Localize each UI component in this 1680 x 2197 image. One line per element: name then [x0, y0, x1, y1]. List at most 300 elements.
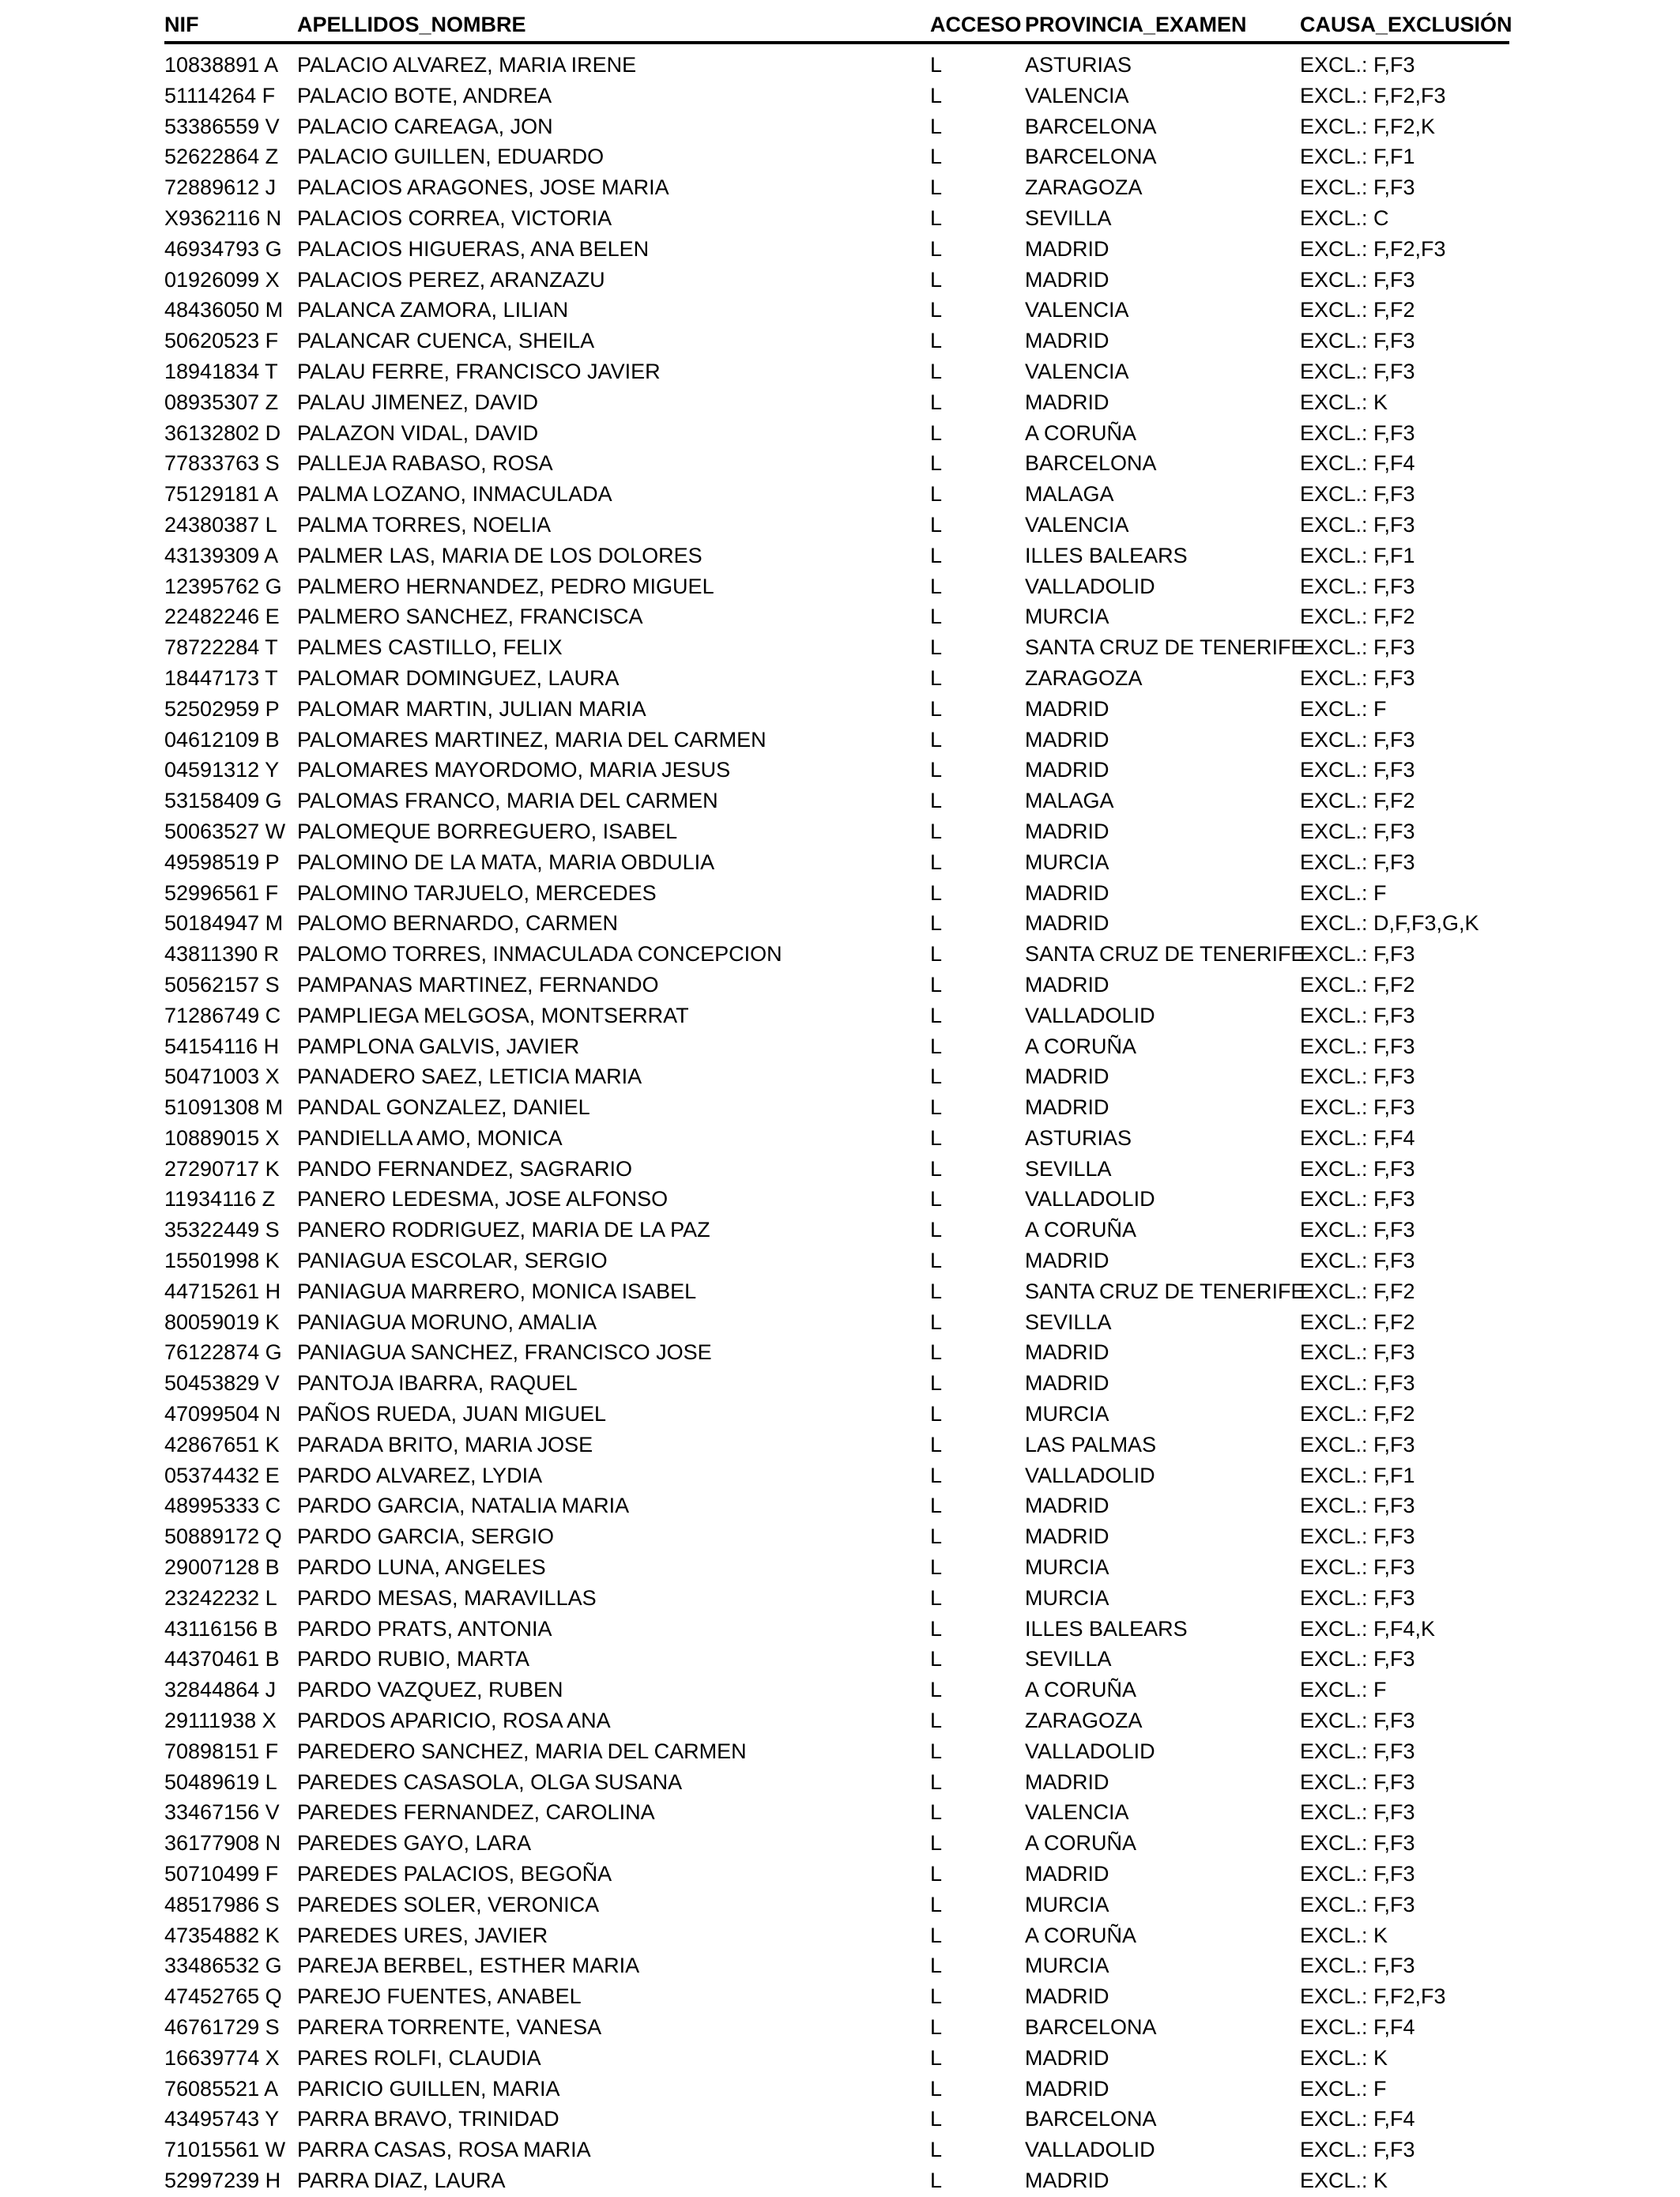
cell-acceso: L: [930, 880, 943, 905]
cell-acceso: L: [930, 390, 943, 414]
cell-provincia: A CORUÑA: [1025, 1218, 1137, 1242]
table-row: [164, 1798, 1509, 1829]
cell-acceso: L: [930, 114, 943, 138]
cell-acceso: L: [930, 236, 943, 261]
cell-provincia: VALENCIA: [1025, 1800, 1129, 1825]
cell-nif: 11934116 Z: [164, 1187, 276, 1212]
cell-name: PAMPLONA GALVIS, JAVIER: [297, 1034, 580, 1058]
cell-causa: EXCL.: F: [1300, 696, 1387, 721]
cell-provincia: VALLADOLID: [1025, 1463, 1155, 1487]
cell-acceso: L: [930, 267, 943, 292]
cell-nif: 24380387 L: [164, 512, 277, 537]
cell-acceso: L: [930, 1739, 943, 1763]
table-row: [164, 1951, 1509, 1982]
cell-causa: EXCL.: F,F2: [1300, 1279, 1415, 1303]
cell-nif: 44715261 H: [164, 1279, 281, 1303]
cell-provincia: VALENCIA: [1025, 512, 1129, 537]
cell-name: PALOMAR DOMINGUEZ, LAURA: [297, 665, 620, 690]
cell-name: PAREDES FERNANDEZ, CAROLINA: [297, 1800, 655, 1825]
cell-causa: EXCL.: D,F,F3,G,K: [1300, 911, 1479, 936]
cell-acceso: L: [930, 1494, 943, 1518]
cell-nif: 36177908 N: [164, 1831, 281, 1856]
cell-name: PALACIO GUILLEN, EDUARDO: [297, 145, 605, 169]
table-row: [164, 572, 1509, 603]
cell-acceso: L: [930, 727, 943, 752]
cell-name: PARDO PRATS, ANTONIA: [297, 1616, 552, 1641]
cell-acceso: L: [930, 2076, 943, 2101]
table-row: [164, 1860, 1509, 1890]
cell-nif: X9362116 N: [164, 205, 282, 230]
cell-nif: 33486532 G: [164, 1954, 282, 1978]
cell-acceso: L: [930, 1432, 943, 1457]
cell-nif: 36132802 D: [164, 420, 281, 445]
cell-nif: 48995333 C: [164, 1494, 281, 1518]
cell-provincia: ZARAGOZA: [1025, 665, 1143, 690]
cell-nif: 50063527 W: [164, 819, 286, 843]
cell-causa: EXCL.: F,F3: [1300, 1709, 1415, 1733]
cell-nif: 15501998 K: [164, 1249, 280, 1273]
cell-provincia: MADRID: [1025, 236, 1109, 261]
cell-name: PALAZON VIDAL, DAVID: [297, 420, 539, 445]
table-row: [164, 1338, 1509, 1369]
cell-name: PAREJA BERBEL, ESTHER MARIA: [297, 1954, 640, 1978]
cell-name: PALOMEQUE BORREGUERO, ISABEL: [297, 819, 678, 843]
cell-name: PAREDES URES, JAVIER: [297, 1923, 548, 1947]
cell-acceso: L: [930, 605, 943, 629]
cell-provincia: MADRID: [1025, 329, 1109, 353]
cell-provincia: A CORUÑA: [1025, 1678, 1137, 1702]
cell-acceso: L: [930, 574, 943, 598]
table-row: [164, 1737, 1509, 1768]
table-row: [164, 204, 1509, 235]
cell-provincia: MADRID: [1025, 758, 1109, 782]
cell-acceso: L: [930, 1923, 943, 1947]
table-row: [164, 2075, 1509, 2105]
cell-causa: EXCL.: F,F3: [1300, 1065, 1415, 1089]
cell-name: PALACIOS ARAGONES, JOSE MARIA: [297, 175, 669, 200]
table-row: [164, 1675, 1509, 1706]
cell-nif: 52502959 P: [164, 696, 280, 721]
table-row: [164, 1215, 1509, 1246]
cell-nif: 50471003 X: [164, 1065, 280, 1089]
cell-acceso: L: [930, 972, 943, 997]
cell-nif: 48436050 M: [164, 298, 284, 322]
cell-causa: EXCL.: F,F4: [1300, 2107, 1415, 2131]
cell-causa: EXCL.: F,F3: [1300, 1371, 1415, 1396]
cell-nif: 78722284 T: [164, 635, 278, 660]
cell-name: PAREJO FUENTES, ANABEL: [297, 1984, 582, 2009]
cell-nif: 51114264 F: [164, 83, 276, 107]
table-row: [164, 2166, 1509, 2197]
table-row: [164, 1277, 1509, 1308]
cell-causa: EXCL.: F,F3: [1300, 1524, 1415, 1549]
cell-causa: EXCL.: F,F3: [1300, 267, 1415, 292]
table-row: [164, 1461, 1509, 1492]
cell-provincia: MADRID: [1025, 1249, 1109, 1273]
table-row: [164, 326, 1509, 357]
cell-acceso: L: [930, 1555, 943, 1580]
cell-acceso: L: [930, 83, 943, 107]
cell-provincia: VALLADOLID: [1025, 574, 1155, 598]
cell-name: PALOMINO TARJUELO, MERCEDES: [297, 880, 657, 905]
cell-name: PALACIO BOTE, ANDREA: [297, 83, 552, 107]
cell-name: PAREDERO SANCHEZ, MARIA DEL CARMEN: [297, 1739, 747, 1763]
cell-nif: 75129181 A: [164, 482, 279, 507]
cell-name: PANIAGUA SANCHEZ, FRANCISCO JOSE: [297, 1340, 712, 1365]
cell-nif: 76085521 A: [164, 2076, 279, 2101]
table-row: [164, 1155, 1509, 1185]
table-row: [164, 1001, 1509, 1032]
cell-nif: 47099504 N: [164, 1402, 281, 1426]
cell-nif: 51091308 M: [164, 1095, 284, 1120]
header-name: APELLIDOS_NOMBRE: [297, 13, 526, 36]
cell-causa: EXCL.: F,F3: [1300, 53, 1415, 77]
header-causa: CAUSA_EXCLUSIÓN: [1300, 13, 1512, 36]
cell-acceso: L: [930, 1862, 943, 1886]
cell-provincia: BARCELONA: [1025, 2015, 1157, 2039]
cell-name: PALOMO TORRES, INMACULADA CONCEPCION: [297, 942, 782, 967]
cell-causa: EXCL.: F,F1: [1300, 1463, 1415, 1487]
cell-acceso: L: [930, 1402, 943, 1426]
table-row: [164, 633, 1509, 664]
cell-acceso: L: [930, 543, 943, 567]
table-row: [164, 786, 1509, 817]
cell-causa: EXCL.: F,F3: [1300, 850, 1415, 874]
cell-name: PALMES CASTILLO, FELIX: [297, 635, 563, 660]
cell-acceso: L: [930, 1709, 943, 1733]
cell-provincia: SEVILLA: [1025, 1156, 1112, 1181]
table-row: [164, 695, 1509, 725]
cell-name: PANDO FERNANDEZ, SAGRARIO: [297, 1156, 633, 1181]
cell-nif: 77833763 S: [164, 451, 280, 476]
cell-provincia: MADRID: [1025, 1769, 1109, 1794]
cell-nif: 18447173 T: [164, 665, 278, 690]
cell-causa: EXCL.: F,F3: [1300, 1769, 1415, 1794]
cell-name: PARDOS APARICIO, ROSA ANA: [297, 1709, 611, 1733]
cell-causa: EXCL.: F,F3: [1300, 665, 1415, 690]
cell-acceso: L: [930, 298, 943, 322]
cell-name: PANERO RODRIGUEZ, MARIA DE LA PAZ: [297, 1218, 710, 1242]
cell-provincia: BARCELONA: [1025, 114, 1157, 138]
table-row: [164, 1921, 1509, 1952]
cell-provincia: A CORUÑA: [1025, 1831, 1137, 1856]
cell-acceso: L: [930, 911, 943, 936]
cell-acceso: L: [930, 1340, 943, 1365]
cell-name: PARDO VAZQUEZ, RUBEN: [297, 1678, 563, 1702]
cell-provincia: MADRID: [1025, 880, 1109, 905]
cell-causa: EXCL.: K: [1300, 2168, 1388, 2192]
cell-name: PALOMO BERNARDO, CARMEN: [297, 911, 619, 936]
cell-acceso: L: [930, 1187, 943, 1212]
cell-causa: EXCL.: F,F2,F3: [1300, 83, 1446, 107]
cell-causa: EXCL.: F: [1300, 2076, 1387, 2101]
cell-provincia: MADRID: [1025, 1340, 1109, 1365]
cell-nif: 80059019 K: [164, 1310, 280, 1334]
cell-provincia: VALENCIA: [1025, 298, 1129, 322]
cell-causa: EXCL.: F,F3: [1300, 1647, 1415, 1671]
cell-name: PALMERO SANCHEZ, FRANCISCA: [297, 605, 643, 629]
cell-acceso: L: [930, 1616, 943, 1641]
cell-name: PALMA LOZANO, INMACULADA: [297, 482, 612, 507]
cell-name: PARDO LUNA, ANGELES: [297, 1555, 546, 1580]
cell-causa: EXCL.: F,F3: [1300, 175, 1415, 200]
cell-acceso: L: [930, 1524, 943, 1549]
cell-nif: 01926099 X: [164, 267, 280, 292]
cell-nif: 48517986 S: [164, 1892, 280, 1916]
table-row: [164, 1124, 1509, 1155]
cell-acceso: L: [930, 1249, 943, 1273]
cell-causa: EXCL.: F,F3: [1300, 1739, 1415, 1763]
header-nif: NIF: [164, 13, 199, 36]
cell-nif: 76122874 G: [164, 1340, 282, 1365]
cell-acceso: L: [930, 2045, 943, 2070]
cell-name: PALAU JIMENEZ, DAVID: [297, 390, 539, 414]
cell-provincia: VALENCIA: [1025, 83, 1129, 107]
cell-nif: 04591312 Y: [164, 758, 280, 782]
table-row: [164, 1032, 1509, 1063]
cell-provincia: BARCELONA: [1025, 2107, 1157, 2131]
cell-name: PALMER LAS, MARIA DE LOS DOLORES: [297, 543, 703, 567]
table-row: [164, 1491, 1509, 1522]
cell-acceso: L: [930, 512, 943, 537]
table-row: [164, 1890, 1509, 1921]
cell-provincia: MADRID: [1025, 2076, 1109, 2101]
cell-acceso: L: [930, 1585, 943, 1610]
cell-provincia: A CORUÑA: [1025, 1034, 1137, 1058]
table-row: [164, 511, 1509, 541]
table-row: [164, 235, 1509, 266]
cell-causa: EXCL.: F,F3: [1300, 329, 1415, 353]
cell-name: PAREDES PALACIOS, BEGOÑA: [297, 1862, 612, 1886]
cell-nif: 50889172 Q: [164, 1524, 282, 1549]
cell-acceso: L: [930, 1034, 943, 1058]
cell-nif: 72889612 J: [164, 175, 277, 200]
header-provincia: PROVINCIA_EXAMEN: [1025, 13, 1247, 36]
cell-provincia: MADRID: [1025, 727, 1109, 752]
cell-acceso: L: [930, 789, 943, 813]
cell-causa: EXCL.: F,F3: [1300, 1892, 1415, 1916]
cell-name: PALMERO HERNANDEZ, PEDRO MIGUEL: [297, 574, 714, 598]
cell-provincia: VALLADOLID: [1025, 1003, 1155, 1027]
cell-name: PAREDES SOLER, VERONICA: [297, 1892, 600, 1916]
cell-causa: EXCL.: F,F3: [1300, 1831, 1415, 1856]
cell-nif: 43116156 B: [164, 1616, 278, 1641]
cell-causa: EXCL.: F,F3: [1300, 1954, 1415, 1978]
cell-causa: EXCL.: F,F3: [1300, 482, 1415, 507]
cell-causa: EXCL.: F: [1300, 1678, 1387, 1702]
cell-nif: 50620523 F: [164, 329, 279, 353]
cell-acceso: L: [930, 1218, 943, 1242]
cell-causa: EXCL.: K: [1300, 1923, 1388, 1947]
table-row: [164, 112, 1509, 143]
cell-causa: EXCL.: F,F3: [1300, 420, 1415, 445]
header-acceso: ACCESO: [930, 13, 1022, 36]
cell-causa: EXCL.: F,F3: [1300, 1800, 1415, 1825]
cell-acceso: L: [930, 1463, 943, 1487]
table-row: [164, 756, 1509, 786]
table-row: [164, 817, 1509, 848]
cell-nif: 50710499 F: [164, 1862, 279, 1886]
cell-provincia: SANTA CRUZ DE TENERIFE: [1025, 635, 1305, 660]
cell-causa: EXCL.: F,F4: [1300, 1125, 1415, 1150]
cell-causa: EXCL.: F,F2,F3: [1300, 236, 1446, 261]
cell-causa: EXCL.: F,F2: [1300, 972, 1415, 997]
cell-nif: 46761729 S: [164, 2015, 280, 2039]
cell-nif: 04612109 B: [164, 727, 280, 752]
cell-name: PAÑOS RUEDA, JUAN MIGUEL: [297, 1402, 607, 1426]
cell-provincia: ASTURIAS: [1025, 1125, 1132, 1150]
table-row: [164, 51, 1509, 81]
cell-nif: 47354882 K: [164, 1923, 280, 1947]
cell-acceso: L: [930, 2168, 943, 2192]
table-row: [164, 266, 1509, 296]
cell-nif: 18941834 T: [164, 359, 278, 383]
cell-causa: EXCL.: F: [1300, 880, 1387, 905]
cell-nif: 53158409 G: [164, 789, 282, 813]
table-row: [164, 1062, 1509, 1093]
cell-nif: 47452765 Q: [164, 1984, 282, 2009]
cell-name: PARRA BRAVO, TRINIDAD: [297, 2107, 559, 2131]
table-row: [164, 1400, 1509, 1430]
cell-acceso: L: [930, 2015, 943, 2039]
table-row: [164, 1645, 1509, 1675]
cell-causa: EXCL.: F,F4,K: [1300, 1616, 1436, 1641]
cell-causa: EXCL.: F,F3: [1300, 1187, 1415, 1212]
cell-causa: EXCL.: C: [1300, 205, 1389, 230]
cell-acceso: L: [930, 53, 943, 77]
table-body: [164, 51, 1509, 2197]
table-row: [164, 1246, 1509, 1277]
table-row: [164, 1982, 1509, 2013]
cell-provincia: ILLES BALEARS: [1025, 543, 1188, 567]
cell-name: PALLEJA RABASO, ROSA: [297, 451, 553, 476]
cell-acceso: L: [930, 1984, 943, 2009]
cell-provincia: MURCIA: [1025, 850, 1109, 874]
cell-provincia: ASTURIAS: [1025, 53, 1132, 77]
cell-causa: EXCL.: F,F4: [1300, 2015, 1415, 2039]
cell-provincia: MADRID: [1025, 1984, 1109, 2009]
cell-name: PALOMAS FRANCO, MARIA DEL CARMEN: [297, 789, 718, 813]
cell-provincia: MURCIA: [1025, 1892, 1109, 1916]
cell-nif: 35322449 S: [164, 1218, 280, 1242]
cell-name: PARDO MESAS, MARAVILLAS: [297, 1585, 597, 1610]
cell-provincia: MADRID: [1025, 819, 1109, 843]
cell-name: PALMA TORRES, NOELIA: [297, 512, 552, 537]
cell-provincia: MURCIA: [1025, 1555, 1109, 1580]
table-row: [164, 81, 1509, 112]
cell-nif: 42867651 K: [164, 1432, 280, 1457]
cell-nif: 50184947 M: [164, 911, 284, 936]
cell-acceso: L: [930, 635, 943, 660]
cell-acceso: L: [930, 850, 943, 874]
cell-provincia: A CORUÑA: [1025, 420, 1137, 445]
cell-name: PARES ROLFI, CLAUDIA: [297, 2045, 541, 2070]
cell-acceso: L: [930, 2107, 943, 2131]
cell-provincia: MURCIA: [1025, 1585, 1109, 1610]
cell-name: PARICIO GUILLEN, MARIA: [297, 2076, 560, 2101]
cell-causa: EXCL.: F,F1: [1300, 145, 1415, 169]
cell-acceso: L: [930, 696, 943, 721]
cell-name: PAMPANAS MARTINEZ, FERNANDO: [297, 972, 659, 997]
cell-provincia: ZARAGOZA: [1025, 175, 1143, 200]
cell-provincia: MADRID: [1025, 267, 1109, 292]
cell-name: PARDO RUBIO, MARTA: [297, 1647, 530, 1671]
cell-provincia: MURCIA: [1025, 1954, 1109, 1978]
cell-acceso: L: [930, 1647, 943, 1671]
cell-acceso: L: [930, 451, 943, 476]
cell-provincia: SEVILLA: [1025, 1310, 1112, 1334]
cell-nif: 32844864 J: [164, 1678, 277, 1702]
cell-acceso: L: [930, 819, 943, 843]
cell-name: PALACIOS PEREZ, ARANZAZU: [297, 267, 605, 292]
cell-causa: EXCL.: F,F2,K: [1300, 114, 1436, 138]
cell-causa: EXCL.: F,F3: [1300, 1034, 1415, 1058]
cell-causa: EXCL.: F,F2: [1300, 605, 1415, 629]
cell-provincia: BARCELONA: [1025, 451, 1157, 476]
cell-causa: EXCL.: F,F3: [1300, 1249, 1415, 1273]
table-row: [164, 1553, 1509, 1584]
cell-nif: 22482246 E: [164, 605, 280, 629]
cell-nif: 46934793 G: [164, 236, 282, 261]
cell-causa: EXCL.: F,F3: [1300, 1432, 1415, 1457]
cell-nif: 05374432 E: [164, 1463, 280, 1487]
cell-causa: EXCL.: F,F3: [1300, 512, 1415, 537]
cell-acceso: L: [930, 1003, 943, 1027]
table-row: [164, 1369, 1509, 1400]
cell-nif: 52996561 F: [164, 880, 279, 905]
cell-provincia: VALLADOLID: [1025, 1187, 1155, 1212]
table-row: [164, 1430, 1509, 1461]
cell-causa: EXCL.: F,F3: [1300, 942, 1415, 967]
cell-acceso: L: [930, 758, 943, 782]
table-row: [164, 1706, 1509, 1737]
cell-nif: 52997239 H: [164, 2168, 281, 2192]
cell-name: PANIAGUA ESCOLAR, SERGIO: [297, 1249, 608, 1273]
cell-causa: EXCL.: F,F3: [1300, 2138, 1415, 2162]
cell-name: PANIAGUA MARRERO, MONICA ISABEL: [297, 1279, 697, 1303]
cell-causa: EXCL.: F,F3: [1300, 1555, 1415, 1580]
cell-provincia: SANTA CRUZ DE TENERIFE: [1025, 942, 1305, 967]
cell-causa: EXCL.: F,F3: [1300, 1585, 1415, 1610]
cell-causa: EXCL.: F,F3: [1300, 1340, 1415, 1365]
cell-provincia: MADRID: [1025, 911, 1109, 936]
table-row: [164, 357, 1509, 388]
cell-name: PARERA TORRENTE, VANESA: [297, 2015, 602, 2039]
cell-nif: 43811390 R: [164, 942, 280, 967]
cell-acceso: L: [930, 1125, 943, 1150]
cell-provincia: MADRID: [1025, 2045, 1109, 2070]
table-row: [164, 2135, 1509, 2166]
cell-provincia: MALAGA: [1025, 482, 1114, 507]
cell-acceso: L: [930, 1678, 943, 1702]
cell-acceso: L: [930, 420, 943, 445]
cell-nif: 43139309 A: [164, 543, 279, 567]
cell-acceso: L: [930, 1892, 943, 1916]
cell-nif: 71286749 C: [164, 1003, 281, 1027]
cell-provincia: ILLES BALEARS: [1025, 1616, 1188, 1641]
cell-acceso: L: [930, 1279, 943, 1303]
cell-causa: EXCL.: K: [1300, 2045, 1388, 2070]
cell-name: PAREDES GAYO, LARA: [297, 1831, 532, 1856]
cell-name: PANERO LEDESMA, JOSE ALFONSO: [297, 1187, 669, 1212]
table-row: [164, 1829, 1509, 1860]
cell-provincia: MURCIA: [1025, 1402, 1109, 1426]
cell-causa: EXCL.: K: [1300, 390, 1388, 414]
table-row: [164, 296, 1509, 326]
cell-acceso: L: [930, 1800, 943, 1825]
cell-provincia: VALENCIA: [1025, 359, 1129, 383]
cell-nif: 50489619 L: [164, 1769, 277, 1794]
